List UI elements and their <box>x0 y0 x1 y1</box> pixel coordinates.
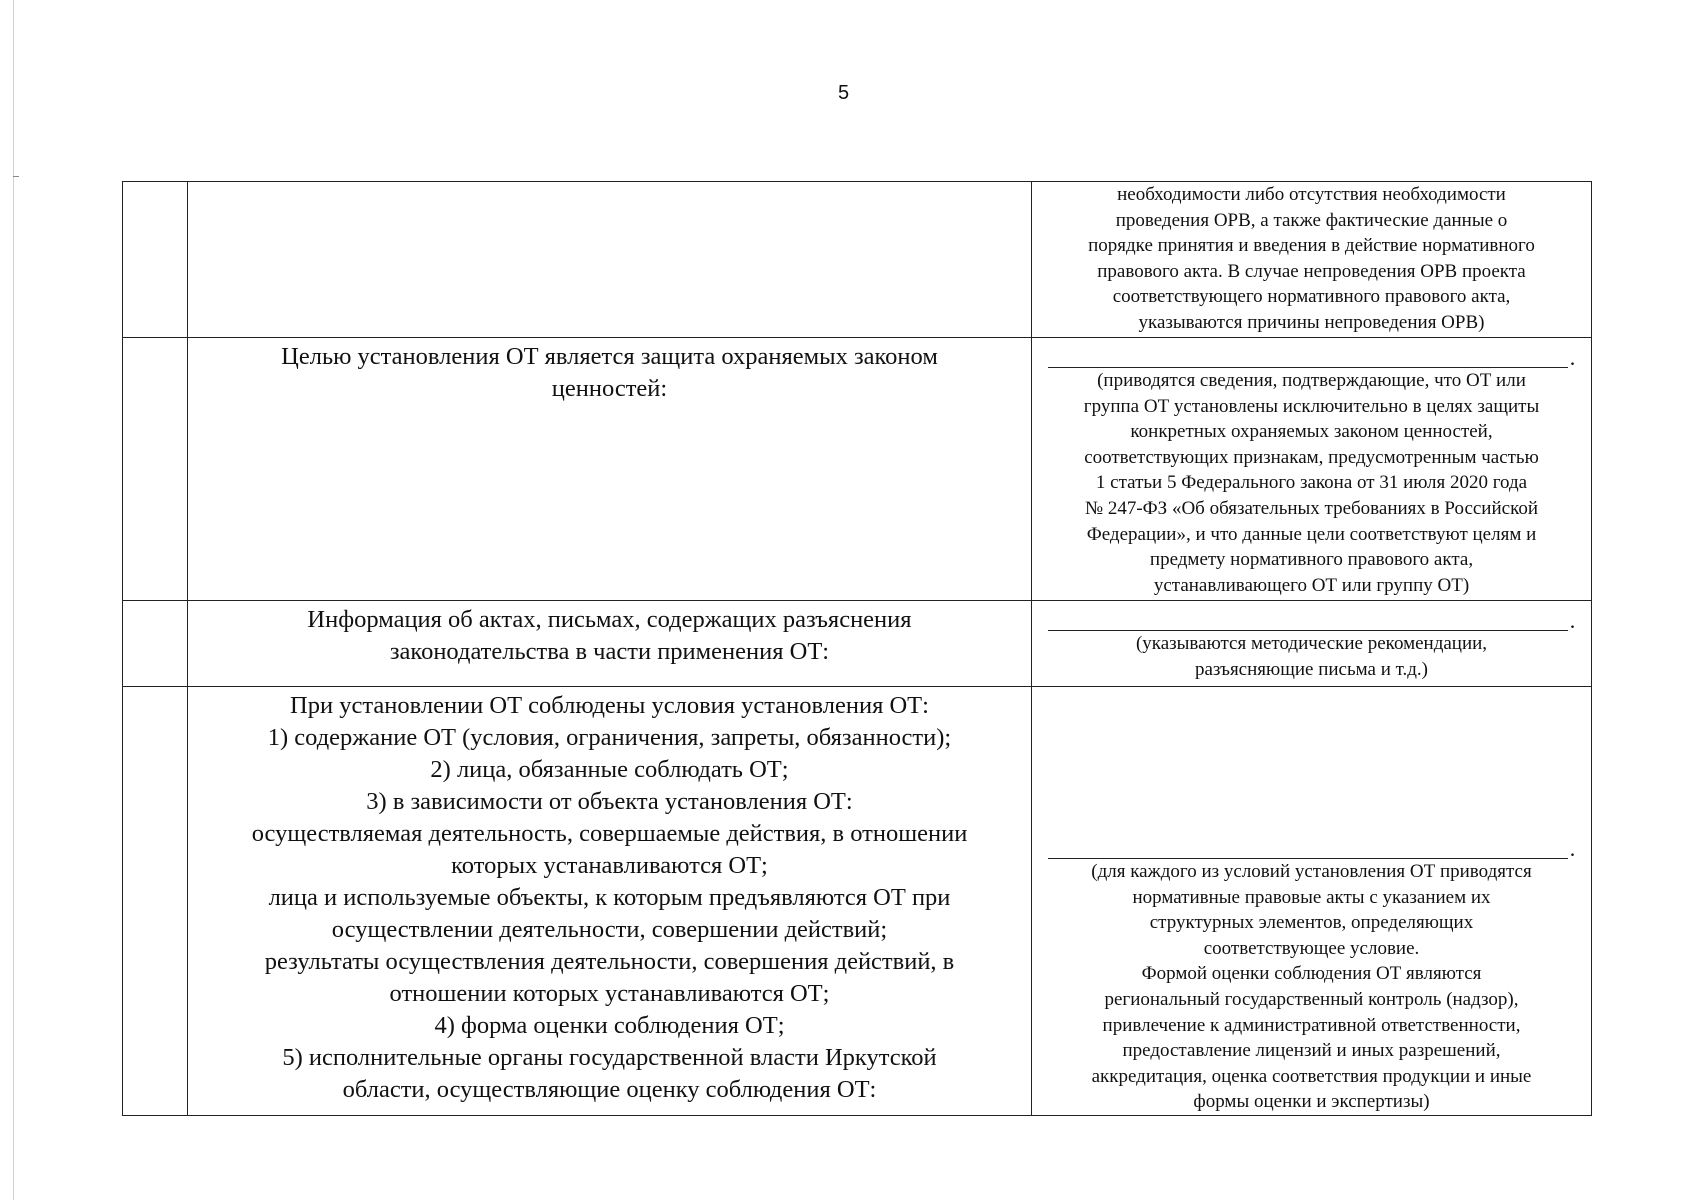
label-line: 4) форма оценки соблюдения ОТ; <box>434 1012 785 1039</box>
blank-end-mark: . <box>1569 345 1576 370</box>
scan-edge-line <box>13 0 14 1200</box>
row-label-cell <box>188 687 1032 1116</box>
row-label-cell <box>188 601 1032 687</box>
note-line: аккредитация, оценка соответствия продукции и иные <box>1091 1065 1532 1087</box>
row-value-cell <box>1032 338 1592 601</box>
requirements-table <box>122 181 1592 1116</box>
note-line: привлечение к административной ответственности, <box>1102 1014 1521 1036</box>
label-line: 1) содержание ОТ (условия, ограничения, запреты, обязанности); <box>267 724 952 751</box>
note-line: конкретных охраняемых законом ценностей, <box>1130 421 1493 443</box>
note-line: правового акта. В случае непроведения ОРВ проекта <box>1097 260 1526 282</box>
note-line: группа ОТ установлены исключительно в целях защиты <box>1083 395 1540 417</box>
table-row <box>123 687 1592 1116</box>
note-line: Федерации», и что данные цели соответствуют целям и <box>1086 523 1537 545</box>
note-text <box>1032 859 1591 1115</box>
row-label-cell <box>188 338 1032 601</box>
label-line: области, осуществляющие оценку соблюдения ОТ: <box>342 1076 877 1103</box>
label-line: осуществляемая деятельность, совершаемые действия, в отношении <box>251 820 968 847</box>
blank-underline <box>1048 347 1568 368</box>
note-line: (приводятся сведения, подтверждающие, что ОТ или <box>1097 370 1526 391</box>
row-label-text <box>188 687 1031 1106</box>
note-line: № 247-ФЗ «Об обязательных требованиях в Российской <box>1084 497 1539 519</box>
row-value-cell <box>1032 182 1592 338</box>
row-label-cell <box>188 182 1032 338</box>
note-line: необходимости либо отсутствия необходимости <box>1117 184 1506 205</box>
cell-spacer <box>1032 687 1591 829</box>
row-number-cell <box>123 182 188 338</box>
note-line: предоставление лицензий и иных разрешений, <box>1122 1040 1501 1062</box>
row-number-cell <box>123 338 188 601</box>
label-line: лица и используемые объекты, к которым предъявляются ОТ при <box>268 884 951 911</box>
note-text <box>1032 631 1591 682</box>
blank-underline <box>1048 838 1568 859</box>
label-line: ценностей: <box>551 375 668 402</box>
row-number-cell <box>123 601 188 687</box>
label-line: 5) исполнительные органы государственной власти Иркутской <box>282 1044 937 1071</box>
note-line: формы оценки и экспертизы) <box>1193 1091 1430 1113</box>
label-line: законодательства в части применения ОТ: <box>389 638 830 665</box>
note-line: Формой оценки соблюдения ОТ являются <box>1141 963 1482 985</box>
label-line: осуществлении деятельности, совершении действий; <box>331 916 888 943</box>
blank-underline <box>1048 610 1568 631</box>
row-number-cell <box>123 687 188 1116</box>
note-line: соответствующее условие. <box>1203 937 1420 959</box>
label-line: которых устанавливаются ОТ; <box>451 852 768 879</box>
page-number: 5 <box>838 82 850 104</box>
blank-fill-line[interactable] <box>1040 601 1583 631</box>
row-value-cell <box>1032 601 1592 687</box>
note-line: (для каждого из условий установления ОТ приводятся <box>1091 861 1532 882</box>
table-row <box>123 601 1592 687</box>
label-line: При установлении ОТ соблюдены условия установления ОТ: <box>290 692 929 719</box>
note-line: соответствующего нормативного правового акта, <box>1112 286 1511 308</box>
label-line: 2) лица, обязанные соблюдать ОТ; <box>430 756 789 783</box>
scan-edge-tick <box>13 176 19 177</box>
table-row <box>123 338 1592 601</box>
label-line: Информация об актах, письмах, содержащих разъяснения <box>307 606 912 633</box>
row-label-text <box>188 601 1031 668</box>
note-line: нормативные правовые акты с указанием их <box>1132 886 1491 908</box>
note-line: указываются причины непроведения ОРВ) <box>1138 311 1485 333</box>
label-line: результаты осуществления деятельности, совершения действий, в <box>264 948 955 975</box>
note-line: проведения ОРВ, а также фактические данные о <box>1115 209 1508 231</box>
label-line: отношении которых устанавливаются ОТ; <box>389 980 830 1007</box>
note-line: (указываются методические рекомендации, <box>1135 633 1488 654</box>
note-line: региональный государственный контроль (надзор), <box>1104 988 1519 1010</box>
note-line: устанавливающего ОТ или группу ОТ) <box>1153 574 1470 596</box>
blank-end-mark: . <box>1569 608 1576 633</box>
note-line: структурных элементов, определяющих <box>1149 912 1474 934</box>
note-line: разъясняющие письма и т.д.) <box>1195 658 1428 680</box>
note-line: соответствующих признакам, предусмотренным частью <box>1084 446 1539 468</box>
blank-fill-line[interactable] <box>1040 338 1583 368</box>
blank-end-mark: . <box>1569 836 1576 861</box>
row-label-text <box>188 338 1031 405</box>
blank-fill-line[interactable] <box>1040 829 1583 859</box>
note-text <box>1032 368 1591 598</box>
note-line: предмету нормативного правового акта, <box>1149 549 1474 571</box>
note-line: порядке принятия и введения в действие нормативного <box>1088 235 1535 257</box>
note-line: 1 статьи 5 Федерального закона от 31 июля 2020 года <box>1095 472 1528 494</box>
note-text <box>1032 182 1591 336</box>
label-line: 3) в зависимости от объекта установления ОТ: <box>366 788 853 815</box>
row-value-cell <box>1032 687 1592 1116</box>
label-line: Целью установления ОТ является защита охраняемых законом <box>281 343 938 370</box>
table-row <box>123 182 1592 338</box>
